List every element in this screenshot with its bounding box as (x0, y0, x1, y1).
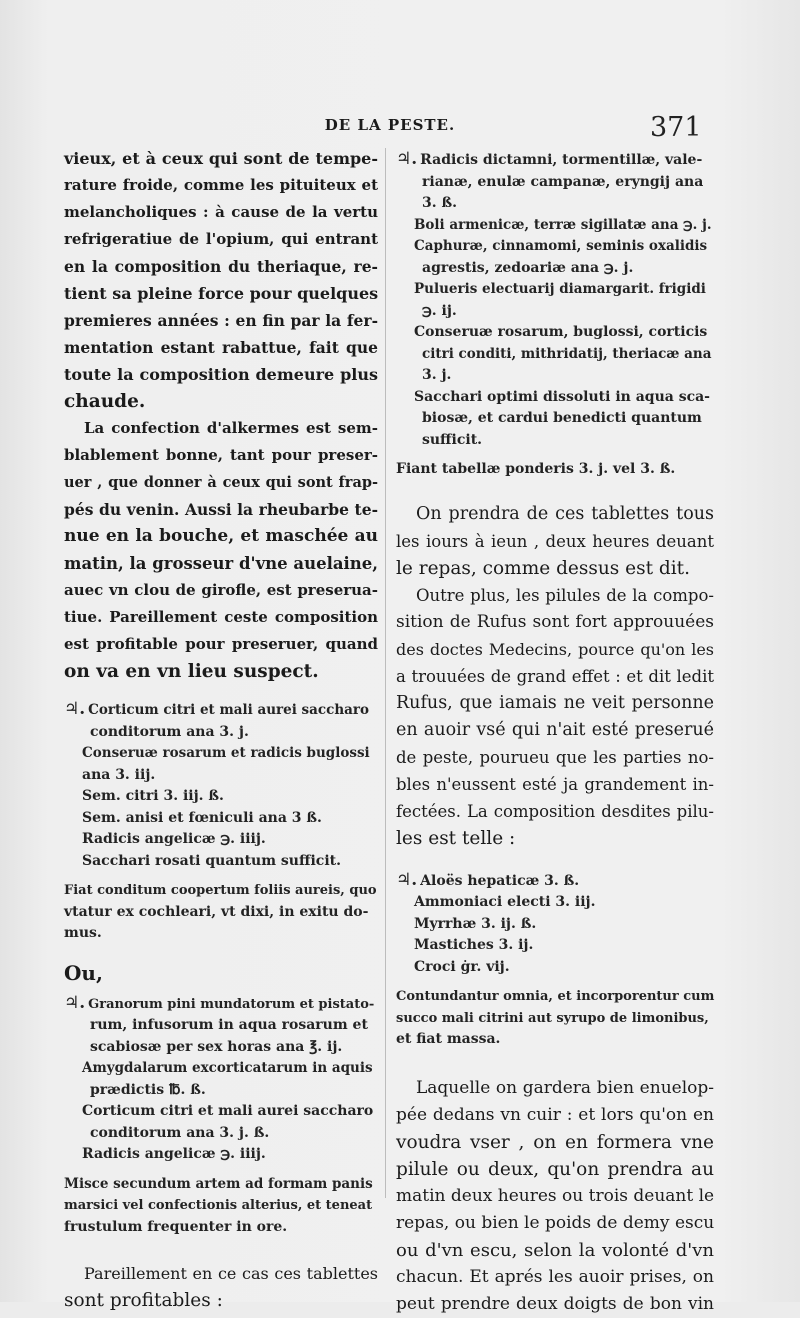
text-line: mentation estant rabattue, fait que (64, 338, 378, 357)
right-recipe-1 (396, 149, 714, 451)
right-recipe-2 (396, 870, 714, 979)
recipe-line: Myrrhæ 3. ij. ß. (414, 915, 537, 932)
text-line: des doctes Medecins, pource qu'on les (396, 639, 714, 659)
text-line: est profitable pour preseruer, quand (64, 635, 378, 653)
recipe-symbol: ♃. (64, 699, 86, 719)
column-divider (385, 148, 386, 1198)
text-line: tient sa pleine force pour quelques (64, 284, 379, 303)
recipe-line: Radicis angelicæ ℈. iiij. (82, 1146, 266, 1162)
recipe-line: Radicis angelicæ ℈. iiij. (82, 831, 266, 847)
text-line: chacun. Et aprés les auoir prises, on (396, 1266, 714, 1287)
text-line: les est telle : (396, 827, 516, 849)
right-paragraph-2 (396, 582, 714, 852)
text-line: chaude. (64, 391, 146, 412)
text-line: auec vn clou de girofle, est preserua- (64, 581, 378, 599)
text-line: nue en la bouche, et maschée au (64, 526, 378, 546)
text-line: Laquelle on gardera bien enuelop- (416, 1077, 714, 1098)
recipe-symbol: ♃. (396, 149, 418, 169)
left-paragraph-1 (64, 145, 378, 415)
text-line: repas, ou bien le poids de demy escu (396, 1212, 715, 1233)
recipe-line: conditorum ana 3. j. (90, 723, 249, 740)
left-paragraph-3 (64, 1260, 378, 1314)
text-line: On prendra de ces tablettes tous (416, 503, 714, 524)
text-line: tiue. Pareillement ceste composition (64, 608, 378, 626)
text-line: on va en vn lieu suspect. (64, 661, 319, 682)
text-line: sition de Rufus sont fort approuuées (396, 611, 714, 632)
text-line: voudra vser , on en formera vne (396, 1131, 714, 1153)
left-recipe-1 (64, 699, 378, 872)
text-line: en la composition du theriaque, re- (64, 257, 378, 276)
text-line: le repas, comme dessus est dit. (396, 557, 690, 579)
text-line: melancholiques : à cause de la vertu (64, 203, 378, 221)
recipe-line: Misce secundum artem ad formam panis (64, 1175, 373, 1192)
text-line: bles n'eussent esté ja grandement in- (396, 774, 714, 794)
recipe-line: Granorum pini mundatorum et pistato- (88, 996, 375, 1012)
recipe-line: frustulum frequenter in ore. (64, 1218, 288, 1235)
recipe-line: Conseruæ rosarum et radicis buglossi (82, 745, 370, 761)
text-line: a trouuées de grand effet : et dit ledit (396, 666, 714, 686)
text-line: matin deux heures ou trois deuant le (396, 1185, 715, 1206)
page-number: 371 (650, 112, 702, 143)
recipe-line: succo mali citrini aut syrupo de limonibus, (396, 1010, 709, 1026)
recipe-line: Sacchari optimi dissoluti in aqua sca- (414, 388, 710, 405)
recipe-line: mus. (64, 925, 102, 941)
text-line: refrigeratiue de l'opium, qui entrant (64, 230, 378, 248)
recipe-line: scabiosæ per sex horas ana ℥. ij. (90, 1038, 343, 1055)
recipe-line: sufficit. (422, 431, 483, 448)
recipe-line: biosæ, et cardui benedicti quantum (422, 410, 702, 426)
right-paragraph-1 (396, 501, 714, 582)
recipe-line: Croci ġr. vij. (414, 958, 510, 975)
recipe-line: Corticum citri et mali aurei saccharo (82, 1103, 374, 1119)
text-line: les iours à ieun , deux heures deuant (396, 531, 714, 551)
recipe-line: Aloës hepaticæ 3. ß. (420, 872, 580, 889)
recipe-symbol: ♃. (64, 992, 86, 1013)
recipe-line: Sem. citri 3. iij. ß. (82, 788, 224, 804)
recipe-line: Sacchari rosati quantum sufficit. (82, 852, 341, 869)
recipe-line: Fiant tabellæ ponderis 3. j. vel 3. ß. (396, 461, 676, 477)
recipe-symbol: ♃. (396, 869, 418, 890)
text-line: ou d'vn escu, selon la volonté d'vn (396, 1239, 714, 1261)
recipe-line: Radicis dictamni, tormentillæ, vale- (420, 152, 703, 168)
recipe-line: vtatur ex cochleari, vt dixi, in exitu do- (64, 903, 369, 920)
recipe-line: citri conditi, mithridatij, theriacæ ana (422, 345, 712, 362)
recipe-line: Conseruæ rosarum, buglossi, corticis (414, 324, 708, 340)
text-line: sont profitables : (64, 1290, 223, 1311)
recipe-line: Amygdalarum excorticatarum in aquis (82, 1060, 373, 1076)
text-line: peut prendre deux doigts de bon vin (396, 1293, 714, 1314)
recipe-line: et fiat massa. (396, 1031, 501, 1047)
text-line: pée dedans vn cuir : et lors qu'on en (396, 1104, 714, 1125)
left-recipe-2-directions (64, 1174, 378, 1239)
recipe-line: ℈. ij. (422, 302, 457, 319)
text-line: Outre plus, les pilules de la compo- (416, 585, 714, 605)
text-line: fectées. La composition desdites pilu- (396, 801, 714, 821)
left-recipe-1-directions (64, 880, 378, 945)
recipe-line: prædictis ℔. ß. (90, 1081, 206, 1098)
recipe-line: Mastiches 3. ij. (414, 937, 534, 953)
recipe-line: 3. ß. (422, 195, 457, 211)
page-header (0, 112, 800, 142)
or-heading: Ou, (64, 960, 103, 985)
recipe-line: Boli armenicæ, terræ sigillatæ ana ℈. j. (414, 216, 712, 233)
recipe-line: Sem. anisi et fœniculi ana 3 ß. (82, 809, 322, 826)
text-line: pilule ou deux, qu'on prendra au (396, 1158, 714, 1180)
right-recipe-2-directions (396, 986, 714, 1051)
recipe-line: marsici vel confectionis alterius, et teneat (64, 1198, 373, 1213)
right-paragraph-3 (396, 1075, 714, 1318)
recipe-line: 3. j. (422, 367, 452, 383)
right-column (396, 145, 715, 1314)
recipe-line: rum, infusorum in aqua rosarum et (90, 1017, 368, 1033)
left-paragraph-2 (64, 415, 378, 685)
text-line: matin, la grosseur d'vne auelaine, (64, 554, 379, 573)
recipe-line: rianæ, enulæ campanæ, eryngij ana (422, 173, 704, 190)
right-recipe-1-directions (396, 459, 714, 481)
text-line: pés du venin. Aussi la rheubarbe te- (64, 500, 378, 519)
recipe-line: conditorum ana 3. j. ß. (90, 1124, 270, 1141)
recipe-line: Ammoniaci electi 3. iij. (414, 894, 596, 910)
text-line: premieres années : en fin par la fer- (64, 311, 378, 330)
text-line: La confection d'alkermes est sem- (84, 419, 378, 437)
text-line: Pareillement en ce cas ces tablettes (84, 1264, 378, 1283)
text-line: uer , que donner à ceux qui sont frap- (64, 474, 378, 491)
recipe-line: ana 3. iij. (82, 766, 156, 783)
recipe-line: Fiat conditum coopertum foliis aureis, quo (64, 883, 377, 898)
recipe-line: Corticum citri et mali aurei saccharo (88, 702, 370, 718)
recipe-line: Caphuræ, cinnamomi, seminis oxalidis (414, 238, 708, 254)
running-title: DE LA PESTE. (324, 116, 456, 134)
left-column (64, 145, 379, 1311)
recipe-line: agrestis, zedoariæ ana ℈. j. (422, 259, 634, 276)
text-line: rature froide, comme les pituiteux et (64, 176, 378, 194)
text-line: de peste, pourueu que les parties no- (396, 747, 714, 767)
text-line: toute la composition demeure plus (64, 365, 378, 384)
text-line: Rufus, que iamais ne veit personne (396, 692, 714, 713)
recipe-line: Contundantur omnia, et incorporentur cum (396, 989, 715, 1004)
text-line: en auoir vsé qui n'ait esté preserué (396, 719, 714, 740)
text-line: blablement bonne, tant pour preser- (64, 446, 378, 464)
recipe-line: Pulueris electuarij diamargarit. frigidi (414, 281, 706, 297)
left-recipe-2 (64, 993, 378, 1166)
text-line: vieux, et à ceux qui sont de tempe- (64, 149, 378, 168)
